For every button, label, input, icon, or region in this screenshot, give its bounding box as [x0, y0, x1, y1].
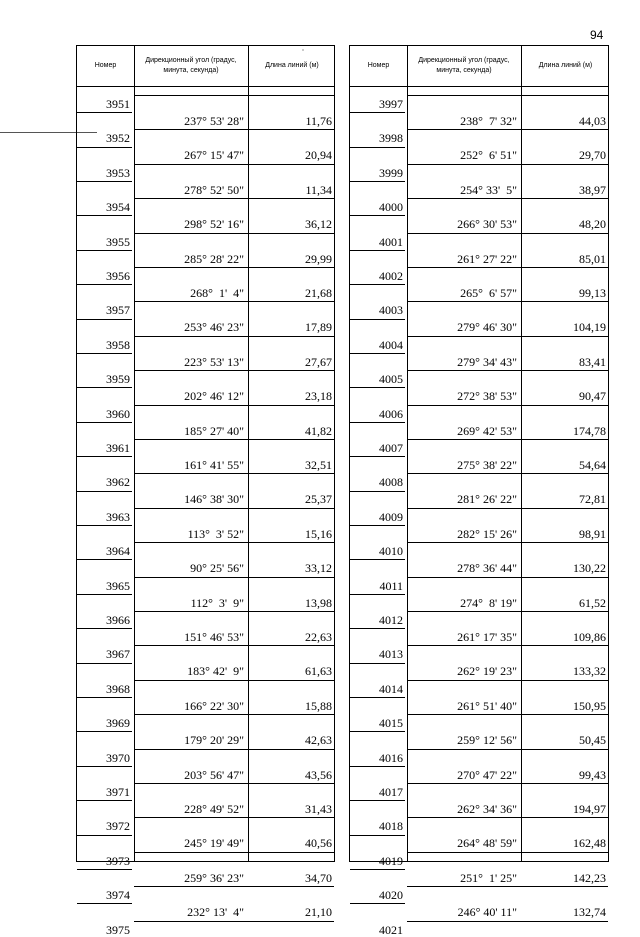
line-length: 109,86 [573, 630, 606, 644]
row-rule [134, 198, 334, 199]
table-header [350, 46, 608, 87]
direction-angle: 252° 6' 51" [460, 148, 517, 163]
row-rule [77, 663, 132, 664]
point-number: 3956 [106, 269, 130, 283]
direction-angle: 265° 6' 57" [460, 286, 517, 300]
line-length: 25,37 [305, 492, 332, 507]
point-number: 4007 [379, 441, 403, 455]
point-number: 3952 [106, 131, 130, 146]
line-length: 42,63 [305, 733, 332, 748]
row-rule [407, 817, 608, 818]
row-rule [350, 525, 405, 526]
header-number: Номер [367, 62, 390, 69]
row-rule [350, 835, 405, 836]
line-length: 21,68 [305, 286, 332, 300]
point-number: 3963 [106, 509, 130, 524]
row-rule [77, 456, 132, 457]
direction-angle: 274° 8' 19" [460, 595, 517, 610]
direction-angle: 238° 7' 32" [460, 114, 517, 128]
row-rule [77, 284, 132, 285]
row-rule [350, 491, 405, 492]
row-rule [350, 319, 405, 320]
row-rule [350, 353, 405, 354]
row-rule [134, 680, 334, 681]
line-length: 32,51 [305, 458, 332, 472]
direction-angle: 266° 30' 53" [457, 217, 517, 232]
row-rule [77, 353, 132, 354]
row-rule [407, 852, 608, 853]
line-length: 150,95 [573, 698, 606, 713]
line-length: 61,63 [305, 664, 332, 679]
point-number: 4002 [379, 269, 403, 283]
line-length: 142,23 [573, 870, 606, 885]
row-rule [134, 95, 334, 96]
direction-angle: 90° 25' 56" [190, 561, 244, 576]
direction-angle: 183° 42' 9" [187, 664, 244, 679]
row-rule [77, 903, 132, 904]
row-rule [407, 508, 608, 509]
line-length: 15,16 [305, 526, 332, 541]
line-length: 34,70 [305, 870, 332, 885]
point-number: 4009 [379, 509, 403, 524]
point-number: 3966 [106, 613, 130, 627]
point-number: 4016 [379, 750, 403, 765]
direction-angle: 228° 49' 52" [184, 802, 244, 816]
point-number: 4014 [379, 681, 403, 696]
line-length: 11,34 [305, 182, 332, 197]
line-length: 17,89 [305, 320, 332, 335]
direction-angle: 151° 46' 53" [184, 630, 244, 644]
row-rule [77, 112, 132, 113]
direction-angle: 275° 38' 22" [457, 458, 517, 472]
direction-angle: 179° 20' 29" [184, 733, 244, 748]
line-length: 83,41 [579, 354, 606, 369]
row-rule [77, 387, 132, 388]
row-rule [134, 749, 334, 750]
line-length: 22,63 [305, 630, 332, 644]
row-rule [350, 903, 405, 904]
direction-angle: 270° 47' 22" [457, 767, 517, 782]
direction-angle: 269° 42' 53" [457, 423, 517, 438]
direction-angle: 267° 15' 47" [184, 148, 244, 163]
direction-angle: 251° 1' 25" [460, 870, 517, 885]
row-rule [134, 336, 334, 337]
row-rule [350, 628, 405, 629]
row-rule [350, 663, 405, 664]
row-rule [407, 542, 608, 543]
line-length: 48,20 [579, 217, 606, 232]
direction-angle: 246° 40' 11" [457, 905, 517, 920]
row-rule [407, 714, 608, 715]
row-rule [77, 869, 132, 870]
point-number: 3975 [106, 922, 130, 937]
row-rule [77, 697, 132, 698]
row-rule [407, 233, 608, 234]
direction-angle: 166° 22' 30" [184, 698, 244, 713]
direction-angle: 262° 34' 36" [457, 802, 517, 816]
row-rule [407, 405, 608, 406]
point-number: 3951 [106, 97, 130, 111]
point-number: 3955 [106, 234, 130, 249]
line-length: 27,67 [305, 354, 332, 369]
point-number: 3961 [106, 441, 130, 455]
row-rule [77, 525, 132, 526]
direction-angle: 202° 46' 12" [184, 389, 244, 404]
direction-angle: 253° 46' 23" [184, 320, 244, 335]
direction-angle: 245° 19' 49" [184, 836, 244, 851]
row-rule [407, 336, 608, 337]
row-rule [77, 800, 132, 801]
point-number: 4020 [379, 888, 403, 903]
header-angle: Дирекционный угол (градус, минута, секунда) [145, 57, 237, 74]
row-rule [350, 731, 405, 732]
line-length: 174,78 [573, 423, 606, 438]
line-length: 104,19 [573, 320, 606, 335]
row-rule [407, 370, 608, 371]
direction-angle: 262° 19' 23" [457, 664, 517, 679]
row-rule [134, 714, 334, 715]
row-rule [407, 473, 608, 474]
point-number: 4000 [379, 200, 403, 215]
direction-angle: 185° 27' 40" [184, 423, 244, 438]
line-length: 20,94 [305, 148, 332, 163]
row-rule [77, 835, 132, 836]
row-rule [77, 147, 132, 148]
row-rule [134, 921, 334, 922]
row-rule [77, 215, 132, 216]
point-number: 3953 [106, 165, 130, 180]
line-length: 31,43 [305, 802, 332, 816]
point-number: 3968 [106, 681, 130, 696]
point-number: 4021 [379, 922, 403, 937]
row-rule [77, 491, 132, 492]
row-rule [134, 439, 334, 440]
row-rule [77, 731, 132, 732]
row-rule [407, 164, 608, 165]
point-number: 3969 [106, 716, 130, 731]
direction-angle: 203° 56' 47" [184, 767, 244, 782]
row-rule [407, 783, 608, 784]
row-rule [407, 886, 608, 887]
direction-angle: 112° 3' 9" [190, 595, 244, 610]
line-length: 29,70 [579, 148, 606, 163]
line-length: 43,56 [305, 767, 332, 782]
row-rule [350, 869, 405, 870]
row-rule [134, 129, 334, 130]
direction-angle: 254° 33' 5" [460, 182, 517, 197]
header-angle: Дирекционный угол (градус, минута, секунда) [418, 57, 510, 74]
row-rule [350, 456, 405, 457]
line-length: 61,52 [579, 595, 606, 610]
line-length: 162,48 [573, 836, 606, 851]
row-rule [350, 387, 405, 388]
row-rule [350, 181, 405, 182]
point-number: 3958 [106, 337, 130, 352]
row-rule [350, 215, 405, 216]
row-rule [77, 181, 132, 182]
line-length: 90,47 [579, 389, 606, 404]
direction-angle: 259° 12' 56" [457, 733, 517, 748]
direction-angle: 279° 34' 43" [457, 354, 517, 369]
line-length: 36,12 [305, 217, 332, 232]
direction-angle: 261° 27' 22" [457, 251, 517, 266]
line-length: 40,56 [305, 836, 332, 851]
line-length: 29,99 [305, 251, 332, 266]
row-rule [134, 817, 334, 818]
point-number: 4018 [379, 819, 403, 834]
header-length: Длина линий (м) [265, 62, 319, 69]
point-number: 4006 [379, 406, 403, 421]
point-number: 4010 [379, 544, 403, 559]
row-rule [407, 680, 608, 681]
row-rule [407, 439, 608, 440]
direction-angle: 113° 3' 52" [187, 526, 244, 541]
direction-angle: 285° 28' 22" [184, 251, 244, 266]
line-length: 38,97 [579, 182, 606, 197]
row-rule [407, 645, 608, 646]
direction-angle: 298° 52' 16" [184, 217, 244, 232]
row-rule [350, 250, 405, 251]
line-length: 15,88 [305, 698, 332, 713]
direction-angle: 272° 38' 53" [457, 389, 517, 404]
row-rule [350, 697, 405, 698]
line-length: 194,97 [573, 802, 606, 816]
row-rule [77, 319, 132, 320]
table-header [77, 46, 334, 87]
direction-angle: 261° 17' 35" [457, 630, 517, 644]
row-rule [134, 370, 334, 371]
direction-angle: 223° 53' 13" [184, 354, 244, 369]
row-rule [407, 198, 608, 199]
row-rule [134, 783, 334, 784]
point-number: 3965 [106, 578, 130, 593]
point-number: 3959 [106, 372, 130, 387]
point-number: 3997 [379, 97, 403, 111]
direction-angle: 264° 48' 59" [457, 836, 517, 851]
row-rule [350, 594, 405, 595]
row-rule [134, 611, 334, 612]
point-number: 3972 [106, 819, 130, 834]
row-rule [77, 594, 132, 595]
row-rule [134, 577, 334, 578]
row-rule [407, 611, 608, 612]
direction-angle: 259° 36' 23" [184, 870, 244, 885]
row-rule [350, 800, 405, 801]
row-rule [134, 645, 334, 646]
row-rule [134, 164, 334, 165]
line-length: 54,64 [579, 458, 606, 472]
direction-angle: 237° 53' 28" [184, 114, 244, 128]
point-number: 4001 [379, 234, 403, 249]
point-number: 4019 [379, 853, 403, 868]
direction-angle: 146° 38' 30" [184, 492, 244, 507]
direction-angle: 281° 26' 22" [457, 492, 517, 507]
line-length: 21,10 [305, 905, 332, 920]
line-length: 133,32 [573, 664, 606, 679]
row-rule [77, 422, 132, 423]
point-number: 3974 [106, 888, 130, 903]
direction-angle: 279° 46' 30" [457, 320, 517, 335]
point-number: 4003 [379, 303, 403, 318]
point-number: 3973 [106, 853, 130, 868]
row-rule [350, 284, 405, 285]
line-length: 130,22 [573, 561, 606, 576]
row-rule [134, 473, 334, 474]
row-rule [134, 508, 334, 509]
row-rule [407, 921, 608, 922]
line-length: 11,76 [305, 114, 332, 128]
row-rule [407, 301, 608, 302]
point-number: 3957 [106, 303, 130, 318]
point-number: 4017 [379, 785, 403, 799]
row-rule [407, 95, 608, 96]
direction-angle: 161° 41' 55" [184, 458, 244, 472]
line-length: 98,91 [579, 526, 606, 541]
row-rule [77, 628, 132, 629]
line-length: 50,45 [579, 733, 606, 748]
line-length: 85,01 [579, 251, 606, 266]
row-rule [134, 886, 334, 887]
point-number: 3954 [106, 200, 130, 215]
line-length: 72,81 [579, 492, 606, 507]
line-length: 132,74 [573, 905, 606, 920]
line-length: 13,98 [305, 595, 332, 610]
row-rule [407, 749, 608, 750]
line-length: 23,18 [305, 389, 332, 404]
row-rule [407, 267, 608, 268]
row-rule [134, 233, 334, 234]
point-number: 3964 [106, 544, 130, 559]
direction-angle: 278° 36' 44" [457, 561, 517, 576]
header-number: Номер [94, 62, 117, 69]
row-rule [350, 112, 405, 113]
row-rule [134, 301, 334, 302]
row-rule [134, 852, 334, 853]
line-length: 33,12 [305, 561, 332, 576]
page-number: 94 [590, 28, 604, 42]
row-rule [134, 405, 334, 406]
row-rule [350, 147, 405, 148]
coordinates-table-right [349, 45, 609, 937]
direction-angle: 232° 13' 4" [187, 905, 244, 920]
row-rule [407, 129, 608, 130]
point-number: 3971 [106, 785, 130, 799]
direction-angle: 261° 51' 40" [457, 698, 517, 713]
point-number: 4005 [379, 372, 403, 387]
point-number: 4004 [379, 337, 403, 352]
row-rule [407, 577, 608, 578]
point-number: 3970 [106, 750, 130, 765]
row-rule [134, 267, 334, 268]
point-number: 4015 [379, 716, 403, 731]
row-rule [350, 766, 405, 767]
point-number: 3967 [106, 647, 130, 662]
point-number: 4013 [379, 647, 403, 662]
coordinates-table-left [76, 45, 335, 937]
direction-angle: 278° 52' 50" [184, 182, 244, 197]
point-number: 3960 [106, 406, 130, 421]
line-length: 44,03 [579, 114, 606, 128]
direction-angle: 282° 15' 26" [457, 526, 517, 541]
point-number: 4012 [379, 613, 403, 627]
row-rule [350, 559, 405, 560]
line-length: 99,43 [579, 767, 606, 782]
row-rule [77, 766, 132, 767]
row-rule [350, 422, 405, 423]
point-number: 4011 [379, 578, 403, 593]
line-length: 99,13 [579, 286, 606, 300]
point-number: 4008 [379, 475, 403, 490]
row-rule [77, 559, 132, 560]
point-number: 3998 [379, 131, 403, 146]
point-number: 3962 [106, 475, 130, 490]
row-rule [134, 542, 334, 543]
direction-angle: 268° 1' 4" [190, 286, 244, 300]
row-rule [77, 250, 132, 251]
line-length: 41,82 [305, 423, 332, 438]
point-number: 3999 [379, 165, 403, 180]
header-length: Длина линий (м) [538, 62, 593, 69]
